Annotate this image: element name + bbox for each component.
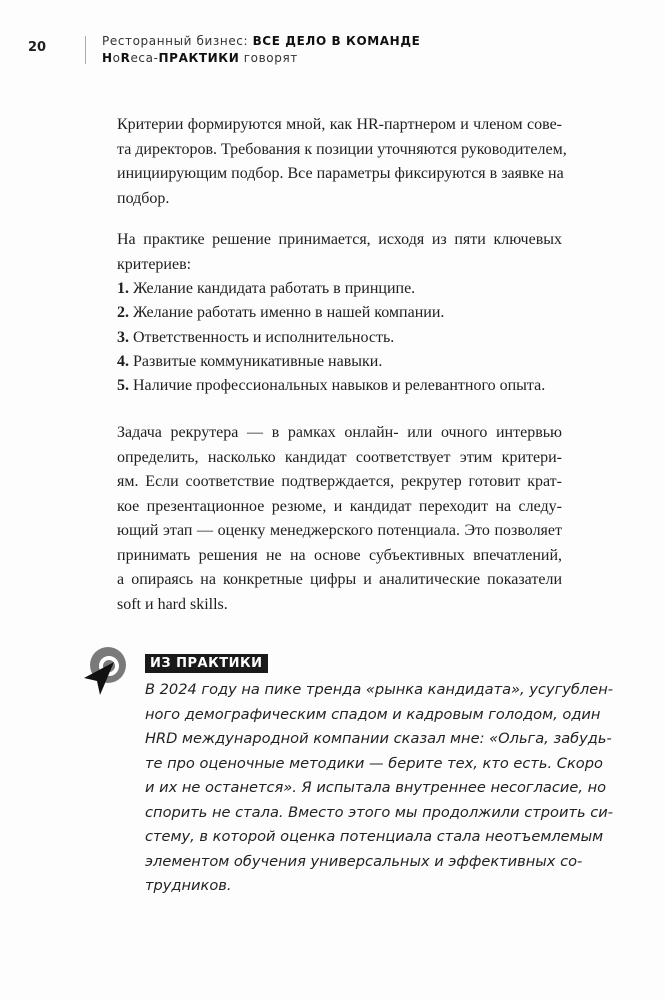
text-line: определить, насколько кандидат соответствует этим критери- [117, 448, 562, 466]
header-book-title: Ресторанный бизнес: [102, 34, 253, 48]
paragraph-2 [117, 228, 562, 398]
page-number: 20 [28, 40, 47, 55]
text-line: критериев: [117, 255, 192, 273]
header-brand-eca: eca- [130, 51, 159, 65]
text-line: ям. Если соответствие подтверждается, рекрутер готовит крат- [117, 473, 562, 490]
list-item [117, 326, 562, 350]
text-line: инициирующим подбор. Все параметры фиксируются в заявке на [117, 165, 564, 182]
list-number: 1. [117, 280, 129, 297]
list-number: 2. [117, 304, 129, 322]
text-line: а опираясь на конкретные цифры и аналитические показатели [117, 571, 562, 588]
practice-arrow-icon [82, 645, 130, 697]
text-line: Критерии формируются мной, как HR-партнером и членом сове- [117, 116, 562, 133]
list-text: Развитые коммуникативные навыки. [129, 352, 383, 370]
list-number: 3. [117, 328, 129, 346]
paragraph-1 [117, 113, 567, 211]
header-brand-r: R [120, 51, 131, 65]
text-line: та директоров. Требования к позиции уточняются руководителем, [117, 140, 567, 158]
list-item [117, 277, 562, 301]
text-line: ющий этап — оценку менеджерского потенциала. Это позволяет [117, 522, 562, 539]
text-line: Задача рекрутера — в рамках онлайн- или очного интервью [117, 424, 562, 441]
practice-label: ИЗ ПРАКТИКИ [145, 654, 268, 673]
header-series-bold: ПРАКТИКИ [158, 51, 240, 65]
text-line: элементом обучения универсальных и эффективных со- [145, 852, 583, 870]
list-text: Ответственность и исполнительность. [129, 328, 395, 346]
list-item [117, 374, 562, 398]
text-line: принимать решения не на основе субъективных впечатлений, [117, 546, 562, 564]
header-brand-h: H [102, 51, 113, 65]
running-header [102, 33, 420, 67]
criteria-list [117, 277, 562, 398]
text-line: На практике решение принимается, исходя из пяти ключевых [117, 231, 562, 248]
header-brand-o: o [112, 51, 121, 65]
text-line: В 2024 году на пике тренда «рынка кандидата», усугублен- [145, 681, 614, 698]
text-line: и их не останется». Я испытала внутреннее несогласие, но [145, 779, 607, 796]
list-item [117, 350, 562, 374]
text-line: стему, в которой оценка потенциала стала неотъемлемым [145, 828, 604, 845]
text-line: ного демографическим спадом и кадровым голодом, один [145, 705, 601, 723]
text-line: трудников. [145, 877, 232, 894]
list-text: Желание работать именно в нашей компании. [129, 304, 445, 322]
text-line: HRD международной компании сказал мне: «Ольга, забудь- [145, 730, 612, 747]
header-book-title-bold: ВСЕ ДЕЛО В КОМАНДЕ [252, 34, 421, 48]
header-series-rest: говорят [239, 51, 298, 65]
practice-quote [145, 678, 614, 899]
list-text: Наличие профессиональных навыков и релевантного опыта. [129, 377, 546, 395]
text-line: спорить не стала. Вместо этого мы продолжили строить си- [145, 803, 613, 821]
text-line: те про оценочные методики — берите тех, кто есть. Скоро [145, 754, 603, 772]
list-text: Желание кандидата работать в принципе. [129, 280, 416, 297]
text-line: подбор. [117, 189, 170, 207]
list-number: 5. [117, 377, 129, 395]
list-item [117, 301, 562, 325]
text-line: soft и hard skills. [117, 595, 228, 613]
paragraph-3 [117, 421, 562, 617]
text-line: кое презентационное резюме, и кандидат переходит на следу- [117, 497, 562, 515]
header-divider [85, 36, 86, 64]
list-number: 4. [117, 352, 129, 370]
